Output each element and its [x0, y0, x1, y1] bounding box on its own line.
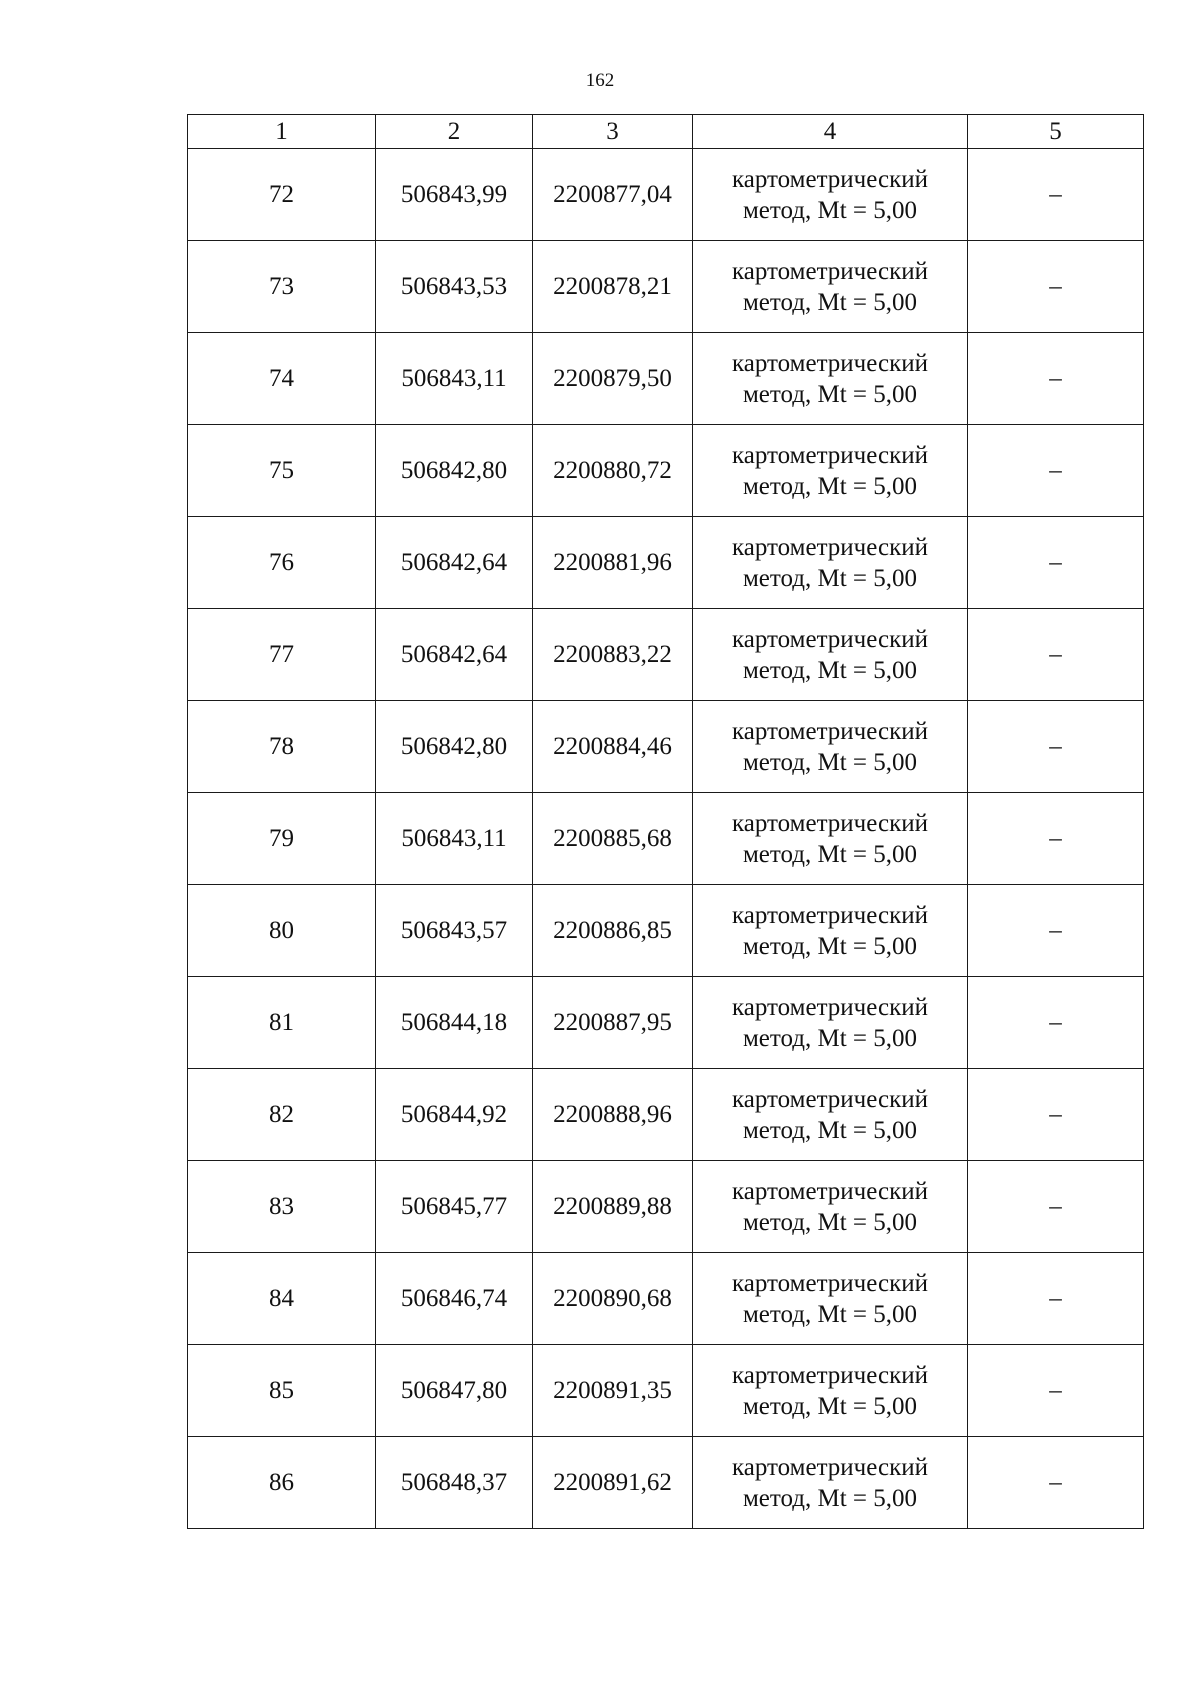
point-number-cell: 84 [188, 1253, 376, 1345]
x-coordinate-cell: 506843,53 [376, 241, 533, 333]
method-cell [693, 517, 968, 609]
x-coordinate-cell: 506844,92 [376, 1069, 533, 1161]
note-cell: – [968, 977, 1144, 1069]
note-cell: – [968, 609, 1144, 701]
method-line-1: картометрический [732, 349, 928, 377]
page-number: 162 [585, 70, 615, 91]
x-coordinate-cell: 506844,18 [376, 977, 533, 1069]
y-coordinate-cell: 2200880,72 [533, 425, 693, 517]
y-coordinate-cell: 2200890,68 [533, 1253, 693, 1345]
method-line-2: метод, Mt = 5,00 [742, 472, 918, 500]
note-cell: – [968, 1253, 1144, 1345]
note-cell: – [968, 1437, 1144, 1529]
x-coordinate-cell: 506843,57 [376, 885, 533, 977]
method-cell [693, 1253, 968, 1345]
method-line-2: метод, Mt = 5,00 [742, 840, 918, 868]
note-cell: – [968, 517, 1144, 609]
y-coordinate-cell: 2200879,50 [533, 333, 693, 425]
table-row [188, 517, 1144, 609]
method-line-1: картометрический [732, 441, 928, 469]
method-line-2: метод, Mt = 5,00 [742, 288, 918, 316]
y-coordinate-cell: 2200889,88 [533, 1161, 693, 1253]
method-line-1: картометрический [732, 717, 928, 745]
note-cell: – [968, 1069, 1144, 1161]
y-coordinate-cell: 2200881,96 [533, 517, 693, 609]
column-header-1: 1 [188, 115, 376, 149]
method-line-1: картометрический [732, 993, 928, 1021]
table-row [188, 1161, 1144, 1253]
method-line-1: картометрический [732, 809, 928, 837]
point-number-cell: 75 [188, 425, 376, 517]
y-coordinate-cell: 2200885,68 [533, 793, 693, 885]
method-line-1: картометрический [732, 1085, 928, 1113]
method-cell [693, 1437, 968, 1529]
method-cell [693, 1069, 968, 1161]
note-cell: – [968, 1161, 1144, 1253]
y-coordinate-cell: 2200883,22 [533, 609, 693, 701]
point-number-cell: 72 [188, 149, 376, 241]
method-line-1: картометрический [732, 901, 928, 929]
x-coordinate-cell: 506842,64 [376, 517, 533, 609]
method-cell [693, 885, 968, 977]
point-number-cell: 77 [188, 609, 376, 701]
method-line-2: метод, Mt = 5,00 [742, 1116, 918, 1144]
note-cell: – [968, 885, 1144, 977]
method-line-1: картометрический [732, 1269, 928, 1297]
table-row [188, 885, 1144, 977]
point-number-cell: 79 [188, 793, 376, 885]
table-header-row [188, 115, 1144, 149]
y-coordinate-cell: 2200878,21 [533, 241, 693, 333]
table-row [188, 149, 1144, 241]
point-number-cell: 78 [188, 701, 376, 793]
note-cell: – [968, 701, 1144, 793]
method-cell [693, 1345, 968, 1437]
table-row [188, 1437, 1144, 1529]
x-coordinate-cell: 506842,80 [376, 425, 533, 517]
table-row [188, 793, 1144, 885]
method-line-1: картометрический [732, 625, 928, 653]
method-line-2: метод, Mt = 5,00 [742, 196, 918, 224]
method-line-2: метод, Mt = 5,00 [742, 1392, 918, 1420]
x-coordinate-cell: 506848,37 [376, 1437, 533, 1529]
point-number-cell: 82 [188, 1069, 376, 1161]
x-coordinate-cell: 506843,11 [376, 793, 533, 885]
method-cell [693, 1161, 968, 1253]
x-coordinate-cell: 506843,99 [376, 149, 533, 241]
column-header-4: 4 [693, 115, 968, 149]
method-cell [693, 149, 968, 241]
table-row [188, 425, 1144, 517]
table-body [188, 149, 1144, 1529]
method-line-1: картометрический [732, 1361, 928, 1389]
method-cell [693, 333, 968, 425]
column-header-3: 3 [533, 115, 693, 149]
method-line-1: картометрический [732, 165, 928, 193]
method-cell [693, 701, 968, 793]
coordinates-table [187, 114, 1144, 1529]
note-cell: – [968, 1345, 1144, 1437]
point-number-cell: 73 [188, 241, 376, 333]
method-line-2: метод, Mt = 5,00 [742, 1024, 918, 1052]
table-row [188, 1253, 1144, 1345]
note-cell: – [968, 425, 1144, 517]
method-line-1: картометрический [732, 1453, 928, 1481]
method-line-1: картометрический [732, 533, 928, 561]
y-coordinate-cell: 2200877,04 [533, 149, 693, 241]
method-line-2: метод, Mt = 5,00 [742, 1484, 918, 1512]
note-cell: – [968, 333, 1144, 425]
note-cell: – [968, 149, 1144, 241]
method-cell [693, 425, 968, 517]
table-row [188, 977, 1144, 1069]
y-coordinate-cell: 2200886,85 [533, 885, 693, 977]
note-cell: – [968, 793, 1144, 885]
point-number-cell: 76 [188, 517, 376, 609]
method-cell [693, 793, 968, 885]
method-line-1: картометрический [732, 1177, 928, 1205]
table-row [188, 241, 1144, 333]
table-row [188, 1069, 1144, 1161]
table-row [188, 1345, 1144, 1437]
method-line-2: метод, Mt = 5,00 [742, 748, 918, 776]
point-number-cell: 85 [188, 1345, 376, 1437]
y-coordinate-cell: 2200891,35 [533, 1345, 693, 1437]
x-coordinate-cell: 506845,77 [376, 1161, 533, 1253]
y-coordinate-cell: 2200888,96 [533, 1069, 693, 1161]
point-number-cell: 74 [188, 333, 376, 425]
table-row [188, 609, 1144, 701]
column-header-5: 5 [968, 115, 1144, 149]
method-cell [693, 609, 968, 701]
method-cell [693, 241, 968, 333]
table-row [188, 701, 1144, 793]
y-coordinate-cell: 2200891,62 [533, 1437, 693, 1529]
method-line-1: картометрический [732, 257, 928, 285]
y-coordinate-cell: 2200887,95 [533, 977, 693, 1069]
x-coordinate-cell: 506846,74 [376, 1253, 533, 1345]
method-line-2: метод, Mt = 5,00 [742, 656, 918, 684]
method-cell [693, 977, 968, 1069]
method-line-2: метод, Mt = 5,00 [742, 1300, 918, 1328]
x-coordinate-cell: 506842,80 [376, 701, 533, 793]
method-line-2: метод, Mt = 5,00 [742, 1208, 918, 1236]
method-line-2: метод, Mt = 5,00 [742, 564, 918, 592]
point-number-cell: 81 [188, 977, 376, 1069]
column-header-2: 2 [376, 115, 533, 149]
point-number-cell: 86 [188, 1437, 376, 1529]
point-number-cell: 80 [188, 885, 376, 977]
y-coordinate-cell: 2200884,46 [533, 701, 693, 793]
note-cell: – [968, 241, 1144, 333]
method-line-2: метод, Mt = 5,00 [742, 380, 918, 408]
point-number-cell: 83 [188, 1161, 376, 1253]
table-row [188, 333, 1144, 425]
x-coordinate-cell: 506847,80 [376, 1345, 533, 1437]
x-coordinate-cell: 506843,11 [376, 333, 533, 425]
method-line-2: метод, Mt = 5,00 [742, 932, 918, 960]
x-coordinate-cell: 506842,64 [376, 609, 533, 701]
